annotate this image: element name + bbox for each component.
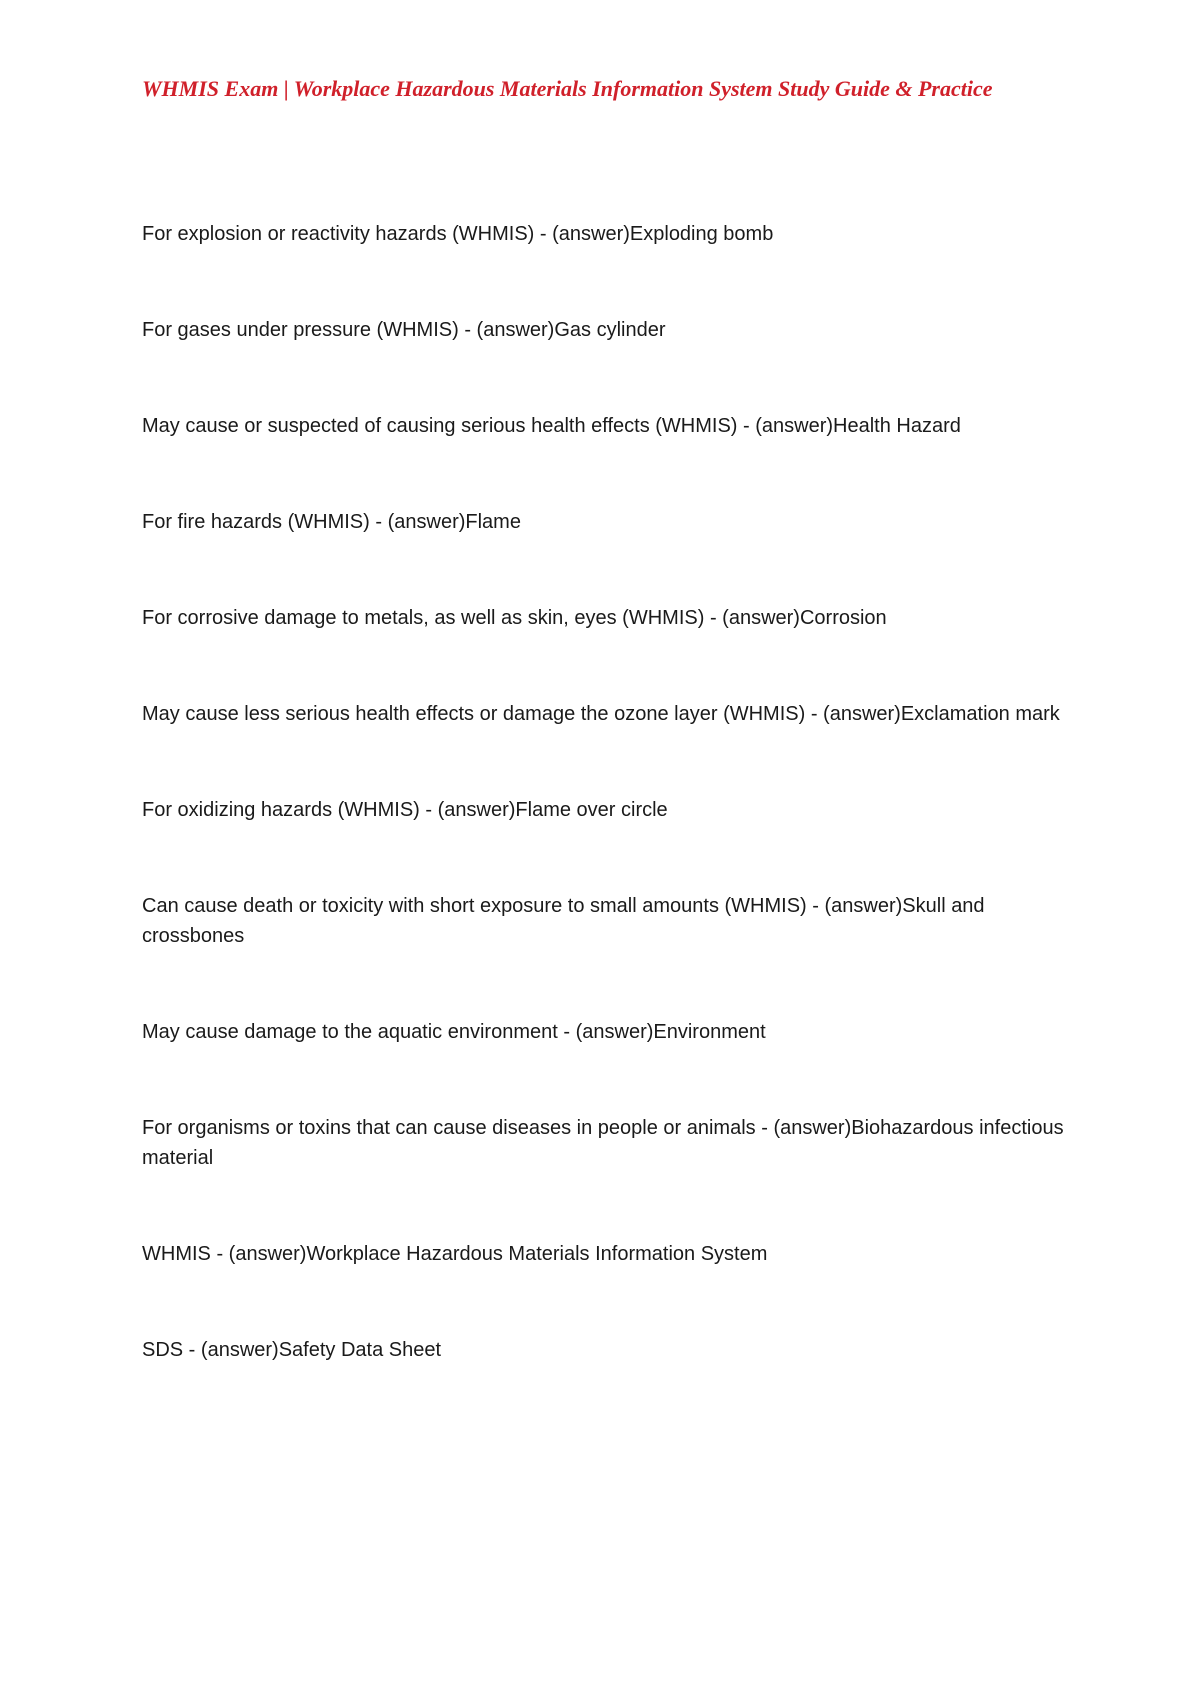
qa-item-sds <box>142 1335 1072 1365</box>
qa-item-exclamation <box>142 699 1072 729</box>
qa-item-biohazard <box>142 1113 1072 1173</box>
qa-item-skull <box>142 891 1072 951</box>
answer-text: Gas cylinder <box>554 319 666 341</box>
question-text: May cause or suspected of causing serious health effects (WHMIS) <box>142 415 738 437</box>
answer-text: Environment <box>653 1021 766 1043</box>
qa-item-environment <box>142 1017 1072 1047</box>
question-text: May cause damage to the aquatic environment <box>142 1021 558 1043</box>
separator: - <box>210 1243 229 1265</box>
separator: - <box>458 319 477 341</box>
qa-item-corrosion <box>142 603 1072 633</box>
answer-text: Flame over circle <box>515 799 668 821</box>
question-text: For explosion or reactivity hazards (WHMIS) <box>142 223 535 245</box>
qa-item-fire <box>142 507 1072 537</box>
question-text: For fire hazards (WHMIS) <box>142 511 370 533</box>
answer-text: Corrosion <box>799 607 887 629</box>
question-text: For oxidizing hazards (WHMIS) <box>142 799 420 821</box>
qa-item-gases <box>142 315 1072 345</box>
qa-item-oxidizing <box>142 795 1072 825</box>
answer-prefix: (answer) <box>773 1117 852 1139</box>
answer-prefix: (answer) <box>437 799 516 821</box>
answer-text: Biohazardous infectious material <box>142 1117 1064 1169</box>
question-text: Can cause death or toxicity with short exposure to small amounts (WHMIS) <box>142 895 807 917</box>
separator: - <box>806 895 825 917</box>
answer-text: Exclamation mark <box>900 703 1060 725</box>
answer-prefix: (answer) <box>228 1243 307 1265</box>
answer-text: Workplace Hazardous Materials Information System <box>306 1243 768 1265</box>
answer-prefix: (answer) <box>575 1021 654 1043</box>
question-text: For corrosive damage to metals, as well as skin, eyes (WHMIS) <box>142 607 705 629</box>
answer-text: Exploding bomb <box>629 223 774 245</box>
answer-text: Safety Data Sheet <box>278 1339 442 1361</box>
answer-prefix: (answer) <box>722 607 800 629</box>
answer-text: Skull and crossbones <box>142 895 985 947</box>
answer-prefix: (answer) <box>476 319 555 341</box>
question-text: WHMIS <box>142 1243 211 1265</box>
separator: - <box>369 511 388 533</box>
separator: - <box>805 703 824 725</box>
separator: - <box>419 799 438 821</box>
qa-item-explosion <box>142 219 1072 249</box>
answer-prefix: (answer) <box>755 415 834 437</box>
separator: - <box>737 415 756 437</box>
question-text: For gases under pressure (WHMIS) <box>142 319 459 341</box>
separator: - <box>755 1117 774 1139</box>
answer-prefix: (answer) <box>823 703 901 725</box>
question-text: May cause less serious health effects or damage the ozone layer (WHMIS) <box>142 703 806 725</box>
qa-item-whmis <box>142 1239 1072 1269</box>
separator: - <box>183 1339 201 1361</box>
question-text: SDS <box>142 1339 184 1361</box>
answer-prefix: (answer) <box>200 1339 279 1361</box>
qa-item-health-hazard <box>142 411 1072 441</box>
separator: - <box>704 607 723 629</box>
document-title: WHMIS Exam | Workplace Hazardous Materials Information System Study Guide & Practice <box>142 76 993 101</box>
answer-prefix: (answer) <box>387 511 466 533</box>
answer-text: Flame <box>465 511 521 533</box>
separator: - <box>534 223 553 245</box>
answer-text: Health Hazard <box>833 415 961 437</box>
answer-prefix: (answer) <box>552 223 630 245</box>
separator: - <box>557 1021 576 1043</box>
question-text: For organisms or toxins that can cause diseases in people or animals <box>142 1117 756 1139</box>
answer-prefix: (answer) <box>824 895 903 917</box>
